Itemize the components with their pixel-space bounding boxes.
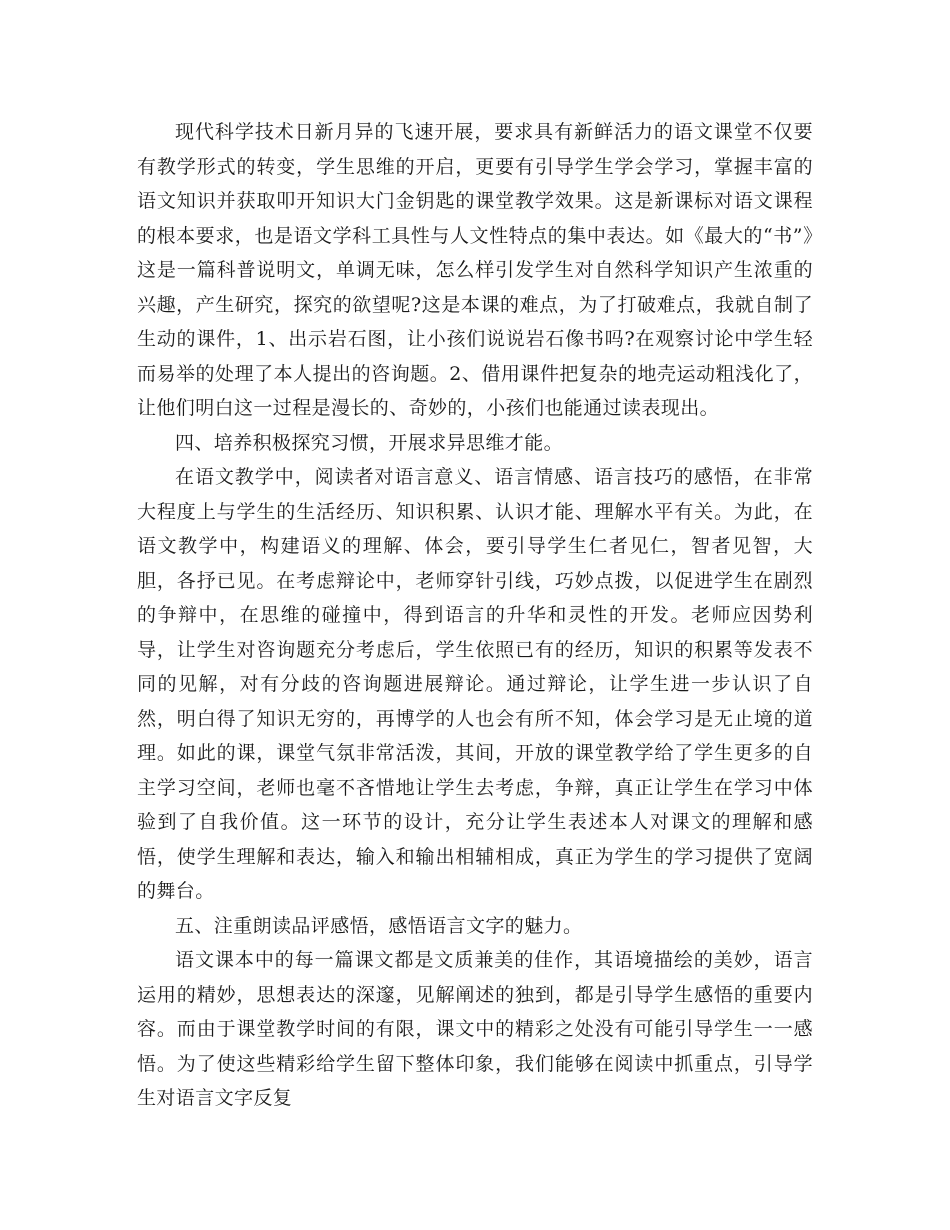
section-heading-four: 四、培养积极探究习惯，开展求异思维才能。: [175, 431, 564, 454]
paragraph-section-four: 在语文教学中，阅读者对语言意义、语言情感、语言技巧的感悟，在非常大程度上与学生的生活经历、知识积累、认识才能、理解水平有关。为此，在语文教学中，构建语义的理解、体会，要引导学生仁者见仁，智者见智，大胆，各抒已见。在考虑辩论中，老师穿针引线，巧妙点拨，以促进学生在剧烈的争辩中，在思维的碰撞中，得到语言的升华和灵性的开发。老师应因势利导，让学生对咨询题充分考虑后，学生依照已有的经历，知识的积累等发表不同的见解，对有分歧的咨询题进展辩论。通过辩论，让学生进一步认识了自然，明白得了知识无穷的，再博学的人也会有所不知，体会学习是无止境的道理。如此的课，课堂气氛非常活泼，其间，开放的课堂教学给了学生更多的自主学习空间，老师也毫不吝惜地让学生去考虑，争辩，真正让学生在学习中体验到了自我价值。这一环节的设计，充分让学生表述本人对课文的理解和感悟，使学生理解和表达，输入和输出相辅相成，真正为学生的学习提供了宽阔的舞台。: [137, 466, 813, 902]
paragraph-section-five: 语文课本中的每一篇课文都是文质兼美的佳作，其语境描绘的美妙，语言运用的精妙，思想表达的深邃，见解阐述的独到，都是引导学生感悟的重要内容。而由于课堂教学时间的有限，课文中的精彩之处没有可能引导学生一一感悟。为了使这些精彩给学生留下整体印象，我们能够在阅读中抓重点，引导学生对语言文字反复: [137, 949, 813, 1109]
section-heading-five: 五、注重朗读品评感悟，感悟语言文字的魅力。: [175, 914, 583, 937]
paragraph-intro: 现代科学技术日新月异的飞速开展，要求具有新鲜活力的语文课堂不仅要有教学形式的转变，学生思维的开启，更要有引导学生学会学习，掌握丰富的语文知识并获取叩开知识大门金钥匙的课堂教学效果。这是新课标对语文课程的根本要求，也是语文学科工具性与人文性特点的集中表达。如《最大的“书”》这是一篇科普说明文，单调无味，怎么样引发学生对自然科学知识产生浓重的兴趣，产生研究，探究的欲望呢?这是本课的难点，为了打破难点，我就自制了生动的课件，1、出示岩石图，让小孩们说说岩石像书吗?在观察讨论中学生轻而易举的处理了本人提出的咨询题。2、借用课件把复杂的地壳运动粗浅化了，让他们明白这一过程是漫长的、奇妙的，小孩们也能通过读表现出。: [137, 121, 813, 419]
document-body: [137, 115, 813, 1116]
